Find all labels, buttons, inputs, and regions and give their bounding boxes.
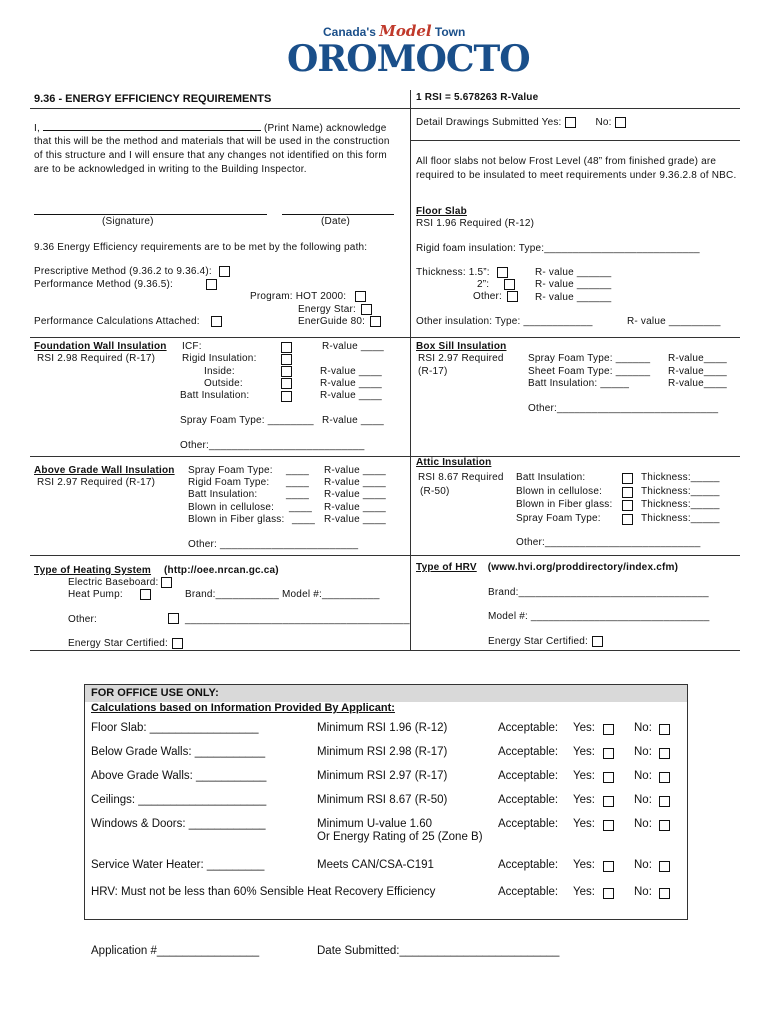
office-row-minimum: Minimum RSI 1.96 (R-12) xyxy=(317,722,448,734)
heat-pump-checkbox[interactable] xyxy=(140,589,151,600)
foundation-other: Other:___________________________ xyxy=(180,440,365,451)
foundation-rvalue-3: R-value ____ xyxy=(320,378,382,389)
box-sill-rvalue-2: R-value____ xyxy=(668,366,727,377)
attic-blown-cell: Blown in cellulose: xyxy=(516,486,603,497)
above-blank-3: ____ xyxy=(286,489,310,500)
office-row-yes: Yes: xyxy=(573,746,595,758)
signature-field[interactable] xyxy=(34,214,267,215)
office-row-acceptable: Acceptable: xyxy=(498,794,559,806)
office-row-yes: Yes: xyxy=(573,859,595,871)
office-row-yes: Yes: xyxy=(573,722,595,734)
thickness-other: Other: xyxy=(473,291,518,302)
foundation-outside: Outside: xyxy=(204,378,243,389)
attic-req2: (R-50) xyxy=(420,486,450,497)
box-sill-spray: Spray Foam Type: ______ xyxy=(528,353,651,364)
above-blank-1: ____ xyxy=(286,465,310,476)
program-energuide: EnerGuide 80: xyxy=(298,316,381,327)
above-blown-fiber: Blown in Fiber glass: xyxy=(188,514,285,525)
heat-pump-brand: Brand:___________ Model #:__________ xyxy=(185,589,380,600)
office-row-label: Windows & Doors: ____________ xyxy=(91,818,266,830)
office-row-acceptable: Acceptable: xyxy=(498,746,559,758)
above-rvalue-2: R-value ____ xyxy=(324,477,386,488)
above-blank-5: ____ xyxy=(292,514,316,525)
energy-star-checkbox[interactable] xyxy=(361,304,372,315)
energuide-checkbox[interactable] xyxy=(370,316,381,327)
above-batt: Batt Insulation: xyxy=(188,489,258,500)
date-field[interactable] xyxy=(282,214,394,215)
office-row-minimum-alt: Or Energy Rating of 25 (Zone B) xyxy=(317,831,483,843)
foundation-rvalue-1: R-value ____ xyxy=(322,341,384,352)
attic-blown-fiber: Blown in Fiber glass: xyxy=(516,499,613,510)
office-no-checkbox[interactable] xyxy=(659,888,670,899)
logo-tagline: Canada's Model Town xyxy=(323,22,466,40)
prescriptive-method: Prescriptive Method (9.36.2 to 9.36.4): xyxy=(34,266,230,277)
box-sill-rvalue-3: R-value____ xyxy=(668,378,727,389)
outside-checkbox[interactable] xyxy=(281,378,292,389)
heating-title-row: Type of Heating System (http://oee.nrcan.gc.ca) xyxy=(34,565,279,576)
above-rigid: Rigid Foam Type: xyxy=(188,477,270,488)
above-blank-2: ____ xyxy=(286,477,310,488)
hot2000-checkbox[interactable] xyxy=(355,291,366,302)
foundation-spray-rvalue: R-value ____ xyxy=(322,415,384,426)
box-sill-sheet: Sheet Foam Type: ______ xyxy=(528,366,651,377)
box-sill-req1: RSI 2.97 Required xyxy=(418,353,504,364)
rsi-conversion-note: 1 RSI = 5.678263 R-Value xyxy=(416,92,539,103)
icf-checkbox[interactable] xyxy=(281,342,292,353)
print-name-field[interactable] xyxy=(43,120,261,131)
heating-other-line: _______________________________________ xyxy=(185,614,410,625)
attic-thickness-4: Thickness:_____ xyxy=(641,513,720,524)
office-row-yes: Yes: xyxy=(573,818,595,830)
application-number: Application #________________ xyxy=(91,945,260,957)
heating-other-checkbox[interactable] xyxy=(168,613,179,624)
program-energy-star: Energy Star: xyxy=(298,304,372,315)
prescriptive-checkbox[interactable] xyxy=(219,266,230,277)
electric-baseboard-checkbox[interactable] xyxy=(161,577,172,588)
office-yes-checkbox[interactable] xyxy=(603,861,614,872)
office-row-minimum: Minimum U-value 1.60 xyxy=(317,818,433,830)
floor-other-rvalue: R- value _________ xyxy=(627,316,721,327)
ack-body: that this will be the method and materials that will be used in the construction of this structure and I will ensure that any changes not identified on this form are to be acknowledged in writing to the Building Inspector. xyxy=(34,136,390,175)
office-row-yes: Yes: xyxy=(573,770,595,782)
office-row-acceptable: Acceptable: xyxy=(498,722,559,734)
thickness-15-checkbox[interactable] xyxy=(497,267,508,278)
performance-method: Performance Method (9.36.5): xyxy=(34,279,217,290)
hrv-model: Model #: _______________________________ xyxy=(488,611,710,622)
floor-rvalue-1: R- value ______ xyxy=(535,267,612,278)
hrv-energy-star-checkbox[interactable] xyxy=(592,636,603,647)
hrv-brand: Brand:_________________________________ xyxy=(488,587,709,598)
floor-rigid-type: Rigid foam insulation: Type:___________________________ xyxy=(416,243,700,254)
date-label: (Date) xyxy=(321,216,350,227)
calc-attached-checkbox[interactable] xyxy=(211,316,222,327)
foundation-rvalue-4: R-value ____ xyxy=(320,390,382,401)
office-yes-checkbox[interactable] xyxy=(603,888,614,899)
logo-name: OROMOCTO xyxy=(287,38,530,80)
box-sill-req2: (R-17) xyxy=(418,366,448,377)
attic-spray-checkbox[interactable] xyxy=(622,514,633,525)
office-yes-checkbox[interactable] xyxy=(603,820,614,831)
attic-thickness-2: Thickness:_____ xyxy=(641,486,720,497)
attic-batt-checkbox[interactable] xyxy=(622,473,633,484)
above-grade-req: RSI 2.97 Required (R-17) xyxy=(37,477,156,488)
attic-fiber-checkbox[interactable] xyxy=(622,500,633,511)
floor-rvalue-3: R- value ______ xyxy=(535,292,612,303)
heat-pump: Heat Pump: xyxy=(68,589,151,600)
box-sill-rvalue-1: R-value____ xyxy=(668,353,727,364)
attic-spray: Spray Foam Type: xyxy=(516,513,601,524)
office-no-checkbox[interactable] xyxy=(659,748,670,759)
attic-req1: RSI 8.67 Required xyxy=(418,472,504,483)
program-hot2000: Program: HOT 2000: xyxy=(250,291,366,302)
attic-title: Attic Insulation xyxy=(416,457,492,468)
office-no-checkbox[interactable] xyxy=(659,772,670,783)
above-blank-4: ____ xyxy=(289,502,313,513)
office-no-checkbox[interactable] xyxy=(659,820,670,831)
performance-checkbox[interactable] xyxy=(206,279,217,290)
above-rvalue-5: R-value ____ xyxy=(324,514,386,525)
foundation-icf: ICF: xyxy=(182,341,202,352)
office-yes-checkbox[interactable] xyxy=(603,724,614,735)
office-row-no: No: xyxy=(634,794,652,806)
office-row-minimum: Minimum RSI 2.97 (R-17) xyxy=(317,770,448,782)
office-row-label: Below Grade Walls: ___________ xyxy=(91,746,266,758)
section-title: 9.36 - ENERGY EFFICIENCY REQUIREMENTS xyxy=(34,93,272,105)
calc-attached: Performance Calculations Attached: xyxy=(34,316,222,327)
office-row-no: No: xyxy=(634,818,652,830)
inside-checkbox[interactable] xyxy=(281,366,292,377)
above-rvalue-3: R-value ____ xyxy=(324,489,386,500)
foundation-block: Foundation Wall Insulation xyxy=(34,341,167,352)
office-row-yes: Yes: xyxy=(573,886,595,898)
office-yes-checkbox[interactable] xyxy=(603,772,614,783)
above-rvalue-1: R-value ____ xyxy=(324,465,386,476)
heating-other: Other: xyxy=(68,614,97,625)
office-row-minimum: Meets CAN/CSA-C191 xyxy=(317,859,434,871)
attic-batt: Batt Insulation: xyxy=(516,472,586,483)
path-intro: 9.36 Energy Efficiency requirements are to be met by the following path: xyxy=(34,242,368,253)
office-subtitle: Calculations based on Information Provided By Applicant: xyxy=(91,702,395,714)
foundation-inside: Inside: xyxy=(204,366,235,377)
office-row-no: No: xyxy=(634,746,652,758)
office-row-no: No: xyxy=(634,886,652,898)
foundation-rvalue-2: R-value ____ xyxy=(320,366,382,377)
office-no-checkbox[interactable] xyxy=(659,861,670,872)
signature-label: (Signature) xyxy=(102,216,154,227)
batt-checkbox[interactable] xyxy=(281,391,292,402)
office-row-label: Service Water Heater: _________ xyxy=(91,859,265,871)
attic-cell-checkbox[interactable] xyxy=(622,487,633,498)
floor-frost-note: All floor slabs not below Frost Level (48” from finished grade) are required to be insulated to meet requirements under 9.36.2.8 of NBC. xyxy=(416,156,737,181)
hrv-energy-star: Energy Star Certified: xyxy=(488,636,603,647)
foundation-req: RSI 2.98 Required (R-17) xyxy=(37,353,156,364)
detail-drawings-no-checkbox[interactable] xyxy=(615,117,626,128)
office-row-label: Above Grade Walls: ___________ xyxy=(91,770,267,782)
office-row-acceptable: Acceptable: xyxy=(498,859,559,871)
office-row-acceptable: Acceptable: xyxy=(498,770,559,782)
heating-energy-star-checkbox[interactable] xyxy=(172,638,183,649)
thickness-2: 2”: xyxy=(477,279,515,290)
above-grade-title: Above Grade Wall Insulation xyxy=(34,465,175,476)
ack-line: I, (Print Name) acknowledge xyxy=(34,120,387,134)
electric-baseboard: Electric Baseboard: xyxy=(68,577,172,588)
floor-rvalue-2: R- value ______ xyxy=(535,279,612,290)
rigid-checkbox[interactable] xyxy=(281,354,292,365)
thickness-15: Thickness: 1.5”: xyxy=(416,267,508,278)
floor-other-insulation: Other insulation: Type: ____________ xyxy=(416,316,593,327)
above-other: Other: ________________________ xyxy=(188,539,359,550)
heating-energy-star: Energy Star Certified: xyxy=(68,638,183,649)
attic-thickness-1: Thickness:_____ xyxy=(641,472,720,483)
thickness-2-checkbox[interactable] xyxy=(504,279,515,290)
hrv-title-row: Type of HRV (www.hvi.org/proddirectory/index.cfm) xyxy=(416,562,679,573)
office-row-label: HRV: Must not be less than 60% Sensible Heat Recovery Efficiency xyxy=(91,886,436,898)
thickness-other-checkbox[interactable] xyxy=(507,291,518,302)
office-title: FOR OFFICE USE ONLY: xyxy=(91,687,219,699)
above-blown-cell: Blown in cellulose: xyxy=(188,502,275,513)
box-sill-title: Box Sill Insulation xyxy=(416,341,507,352)
box-sill-batt: Batt Insulation: _____ xyxy=(528,378,630,389)
office-row-no: No: xyxy=(634,770,652,782)
office-row-no: No: xyxy=(634,859,652,871)
office-row-minimum: Minimum RSI 8.67 (R-50) xyxy=(317,794,448,806)
foundation-batt: Batt Insulation: xyxy=(180,390,250,401)
office-row-label: Floor Slab: _________________ xyxy=(91,722,259,734)
office-yes-checkbox[interactable] xyxy=(603,796,614,807)
detail-drawings: Detail Drawings Submitted Yes: No: xyxy=(416,117,626,128)
above-rvalue-4: R-value ____ xyxy=(324,502,386,513)
office-row-minimum: Minimum RSI 2.98 (R-17) xyxy=(317,746,448,758)
above-spray: Spray Foam Type: xyxy=(188,465,273,476)
date-submitted: Date Submitted:_________________________ xyxy=(317,945,560,957)
attic-other: Other:___________________________ xyxy=(516,537,701,548)
office-no-checkbox[interactable] xyxy=(659,724,670,735)
office-row-acceptable: Acceptable: xyxy=(498,818,559,830)
office-row-label: Ceilings: ____________________ xyxy=(91,794,267,806)
box-sill-other: Other:____________________________ xyxy=(528,403,719,414)
office-no-checkbox[interactable] xyxy=(659,796,670,807)
office-row-acceptable: Acceptable: xyxy=(498,886,559,898)
detail-drawings-yes-checkbox[interactable] xyxy=(565,117,576,128)
attic-thickness-3: Thickness:_____ xyxy=(641,499,720,510)
foundation-spray: Spray Foam Type: ________ xyxy=(180,415,314,426)
foundation-rigid: Rigid Insulation: xyxy=(182,353,257,364)
office-row-no: No: xyxy=(634,722,652,734)
office-row-yes: Yes: xyxy=(573,794,595,806)
office-yes-checkbox[interactable] xyxy=(603,748,614,759)
floor-slab-title: Floor Slab xyxy=(416,206,467,217)
floor-slab-req: RSI 1.96 Required (R-12) xyxy=(416,218,535,229)
